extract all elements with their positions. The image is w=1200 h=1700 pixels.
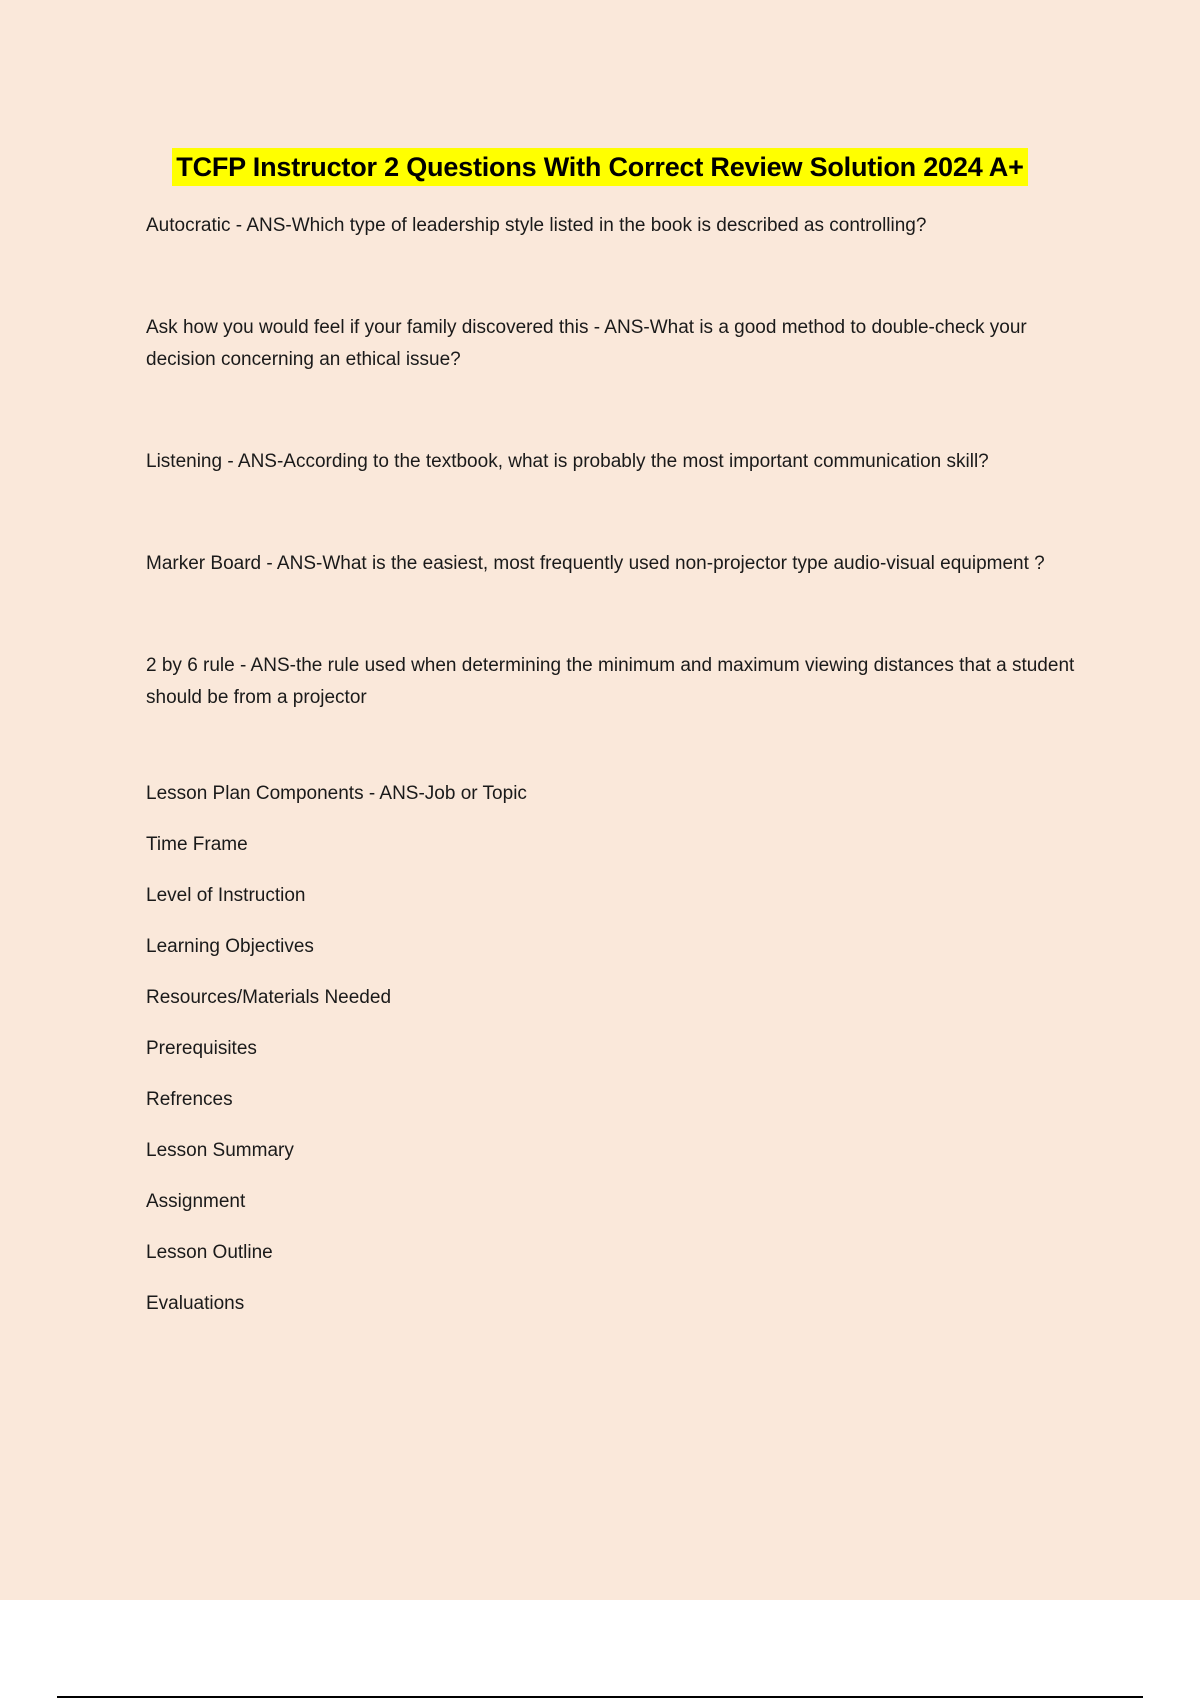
list-item: Refrences: [146, 1089, 233, 1110]
list-item: Evaluations: [146, 1293, 245, 1314]
lesson-plan-components-list: [146, 778, 1086, 1339]
list-item: Time Frame: [146, 834, 248, 855]
list-item: Learning Objectives: [146, 936, 314, 957]
qa-item-listening: Listening - ANS-According to the textbook, what is probably the most important communication skill?: [146, 451, 989, 472]
qa-item-marker-board: Marker Board - ANS-What is the easiest, most frequently used non-projector type audio-visual equipment ?: [146, 553, 1045, 574]
title-container: [0, 148, 1200, 186]
list-item: Lesson Summary: [146, 1140, 294, 1161]
document-title: TCFP Instructor 2 Questions With Correct Review Solution 2024 A+: [172, 148, 1027, 186]
list-item: Lesson Plan Components - ANS-Job or Topic: [146, 783, 527, 804]
list-item: Prerequisites: [146, 1038, 257, 1059]
list-item: Resources/Materials Needed: [146, 987, 392, 1008]
document-content: [146, 210, 1086, 1339]
footer-divider: [57, 1696, 1143, 1698]
list-item: Lesson Outline: [146, 1242, 273, 1263]
qa-item-ethical-check: Ask how you would feel if your family discovered this - ANS-What is a good method to double-check your decision concerning an ethical issue?: [146, 317, 1027, 370]
qa-item-autocratic: Autocratic - ANS-Which type of leadership style listed in the book is described as controlling?: [146, 215, 927, 236]
list-item: Assignment: [146, 1191, 246, 1212]
qa-item-2-by-6-rule: 2 by 6 rule - ANS-the rule used when determining the minimum and maximum viewing distances that a student should be from a projector: [146, 655, 1075, 708]
list-item: Level of Instruction: [146, 885, 306, 906]
